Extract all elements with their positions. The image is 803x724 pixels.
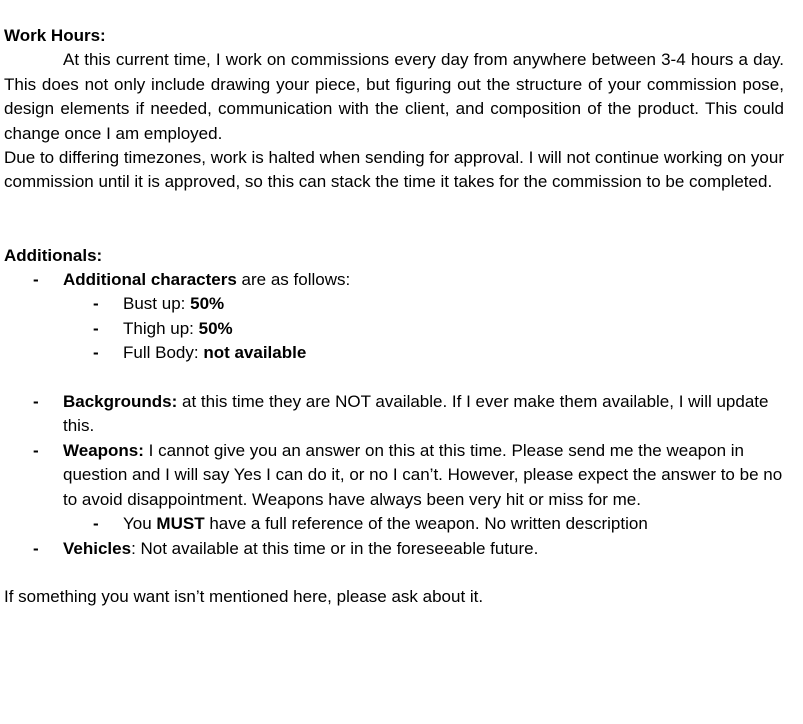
- full-body-value: not available: [203, 343, 307, 363]
- backgrounds-text: at this time they are NOT available. If I ever make them available, I will update this.: [63, 392, 769, 436]
- spacer: [4, 195, 784, 244]
- bullet-dash: -: [93, 514, 99, 534]
- weapon-reference-must: MUST: [156, 514, 205, 534]
- list-item-weapon-reference: [4, 512, 784, 536]
- spacer: [4, 366, 784, 390]
- list-item-bust-up: [4, 292, 784, 316]
- bust-up-label: Bust up:: [123, 294, 191, 314]
- bullet-dash: -: [93, 294, 99, 314]
- full-body-label: Full Body:: [123, 343, 204, 363]
- bullet-dash: -: [93, 343, 99, 363]
- list-item-weapons: [4, 439, 784, 512]
- backgrounds-label: Backgrounds:: [63, 392, 178, 412]
- weapon-reference-post: have a full reference of the weapon. No written description: [204, 514, 648, 534]
- weapons-label: Weapons:: [63, 440, 144, 460]
- bullet-dash: -: [33, 440, 39, 460]
- weapons-text: I cannot give you an answer on this at this time. Please send me the weapon in question and I will say Yes I can do it, or no I can’t. However, please expect the answer to be no to avoid disappointment. Weapons have always been very hit or miss for me.: [63, 440, 783, 509]
- additional-characters-text: are as follows:: [236, 270, 351, 290]
- bullet-dash: -: [33, 392, 39, 412]
- work-hours-paragraph-1: At this current time, I work on commissions every day from anywhere between 3-4 hours a day. This does not only include drawing your piece, but figuring out the structure of your commission pose, design elements if needed, communication with the client, and composition of the product. This could change once I am employed.: [4, 50, 784, 143]
- vehicles-text: : Not available at this time or in the foreseeable future.: [131, 538, 539, 558]
- weapon-reference-pre: You: [123, 514, 157, 534]
- additional-characters-label: Additional characters: [63, 270, 237, 290]
- bust-up-value: 50%: [190, 294, 225, 314]
- thigh-up-label: Thigh up:: [123, 318, 199, 338]
- document-page: [4, 24, 784, 610]
- list-item-full-body: [4, 341, 784, 365]
- additionals-heading: Additionals:: [4, 245, 103, 265]
- bullet-dash: -: [33, 538, 39, 558]
- spacer: [4, 561, 784, 585]
- bullet-dash: -: [93, 318, 99, 338]
- thigh-up-value: 50%: [198, 318, 233, 338]
- list-item-backgrounds: [4, 390, 784, 439]
- list-item-thigh-up: [4, 317, 784, 341]
- list-item-vehicles: [4, 537, 784, 561]
- bullet-dash: -: [33, 270, 39, 290]
- work-hours-paragraph-2: Due to differing timezones, work is halted when sending for approval. I will not continue working on your commission until it is approved, so this can stack the time it takes for the commission to be completed.: [4, 148, 784, 192]
- footer-note: If something you want isn’t mentioned here, please ask about it.: [4, 587, 484, 607]
- vehicles-label: Vehicles: [63, 538, 132, 558]
- list-item-additional-characters: [4, 268, 784, 292]
- work-hours-heading: Work Hours:: [4, 26, 106, 45]
